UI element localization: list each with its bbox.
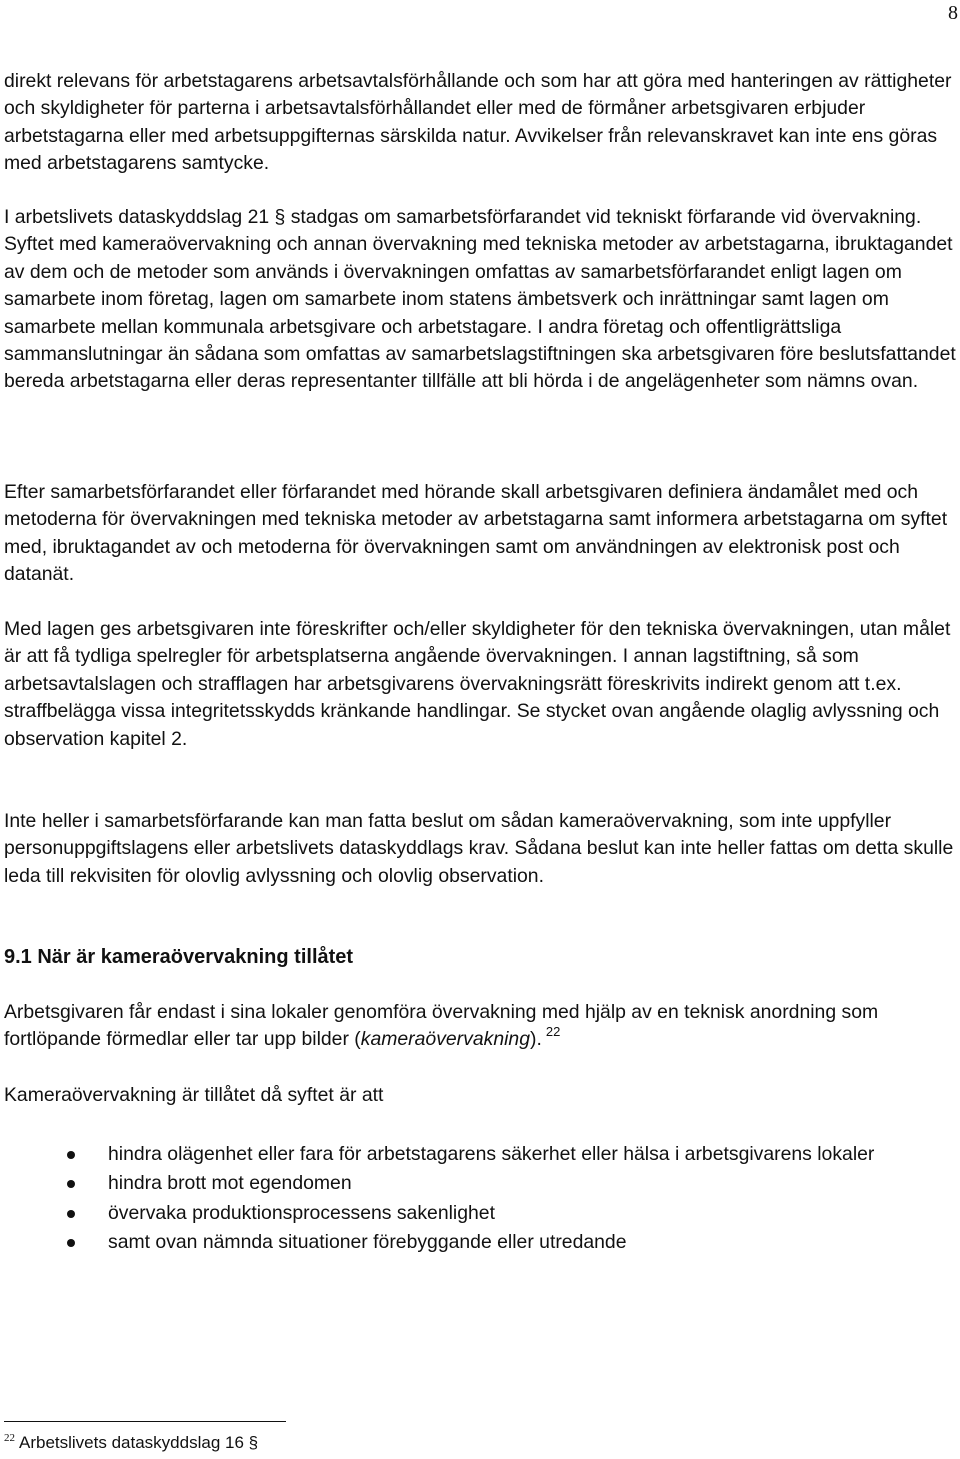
paragraph-camera-definition (4, 999, 956, 1054)
bullet-icon (67, 1210, 75, 1218)
page-number: 8 (948, 2, 958, 24)
list-item (0, 1170, 940, 1197)
paragraph-purpose-definition: Efter samarbetsförfarandet eller förfarandet med hörande skall arbetsgivaren definiera ändamålet med och metoderna för övervakningen med tekniska metoder av arbetstagarna samt informera arbetstagarna om syftet med, ibruktagandet av och metoderna för övervakningen samt om användningen av elektronisk post och datanät. (4, 481, 948, 586)
paragraph-cooperation-procedure: I arbetslivets dataskyddslag 21 § stadgas om samarbetsförfarandet vid tekniskt förfarande vid övervakning. Syftet med kameraövervakning och annan övervakning med tekniska metoder av arbetstagarna, ibruktagandet av dem och de metoder som används i övervakningen omfattas av samarbetsförfarandet enligt lagen om samarbete inom företag, lagen om samarbete inom statens ämbetsverk och inrättningar samt lagen om samarbete mellan kommunala arbetsgivare och arbetstagare. I andra företag och offentligrättsliga sammanslutningar än sådana som omfattas av samarbetslagstiftningen ska arbetsgivaren före beslutsfattandet bereda arbetstagarna eller deras representanter tillfälle att bli hörda i de angelägenheter som nämns ovan. (4, 206, 956, 393)
list-item-text: hindra brott mot egendomen (108, 1172, 352, 1195)
list-item-text: hindra olägenhet eller fara för arbetstagarens säkerhet eller hälsa i arbetsgivarens lokaler (108, 1143, 875, 1165)
list-item (0, 1229, 940, 1256)
paragraph-decision-limits: Inte heller i samarbetsförfarande kan man fatta beslut om sådan kameraövervakning, som inte uppfyller personuppgiftslagens eller arbetslivets dataskyddlags krav. Sådana beslut kan inte heller fattas om detta skulle leda till rekvisiten för olovlig avlyssning och olovlig observation. (4, 810, 954, 887)
bullet-icon (67, 1239, 75, 1247)
footnote-divider (4, 1421, 286, 1422)
list-item (0, 1141, 940, 1168)
list-item-text: övervaka produktionsprocessens sakenlighet (108, 1201, 495, 1224)
camera-definition-end: ). (529, 1028, 542, 1051)
section-heading: 9.1 När är kameraövervakning tillåtet (4, 946, 354, 968)
camera-definition-term: kameraövervakning (360, 1028, 530, 1051)
allowed-purposes-list (0, 1141, 940, 1259)
camera-definition-text: Arbetsgivaren får endast i sina lokaler genomföra övervakning med hjälp av en teknisk anordning som fortlöpande förmedlar eller tar upp bilder ( (4, 1001, 879, 1051)
bullet-icon (67, 1180, 75, 1188)
bullet-icon (67, 1151, 75, 1159)
footnote-reference[interactable]: 22 (545, 1024, 561, 1040)
list-item (0, 1200, 940, 1227)
footnote-number: 22 (4, 1432, 15, 1444)
footnote-text: Arbetslivets dataskyddslag 16 § (19, 1433, 259, 1452)
paragraph-allowed-intro: Kameraövervakning är tillåtet då syftet är att (4, 1084, 384, 1106)
paragraph-law-rules: Med lagen ges arbetsgivaren inte föreskrifter och/eller skyldigheter för den tekniska övervakningen, utan målet är att få tydliga spelregler för arbetsplatserna angående övervakningen. I annan lagstiftning, så som arbetsavtalslagen och strafflagen har arbetsgivarens övervakningsrätt föreskrivits indirekt genom att t.ex. straffbelägga vissa integritetsskydds kränkande handlingar. Se stycket ovan angående olaglig avlyssning och observation kapitel 2. (4, 618, 951, 750)
paragraph-relevance: direkt relevans för arbetstagarens arbetsavtalsförhållande och som har att göra med hanteringen av rättigheter och skyldigheter för parterna i arbetsavtalsförhållandet eller med de förmåner arbetsgivaren erbjuder arbetstagarna eller med arbetsuppgifternas särskilda natur. Avvikelser från relevanskravet kan inte ens göras med arbetstagarens samtycke. (4, 70, 952, 175)
footnote (4, 1432, 258, 1454)
list-item-text: samt ovan nämnda situationer förebyggande eller utredande (108, 1231, 627, 1254)
